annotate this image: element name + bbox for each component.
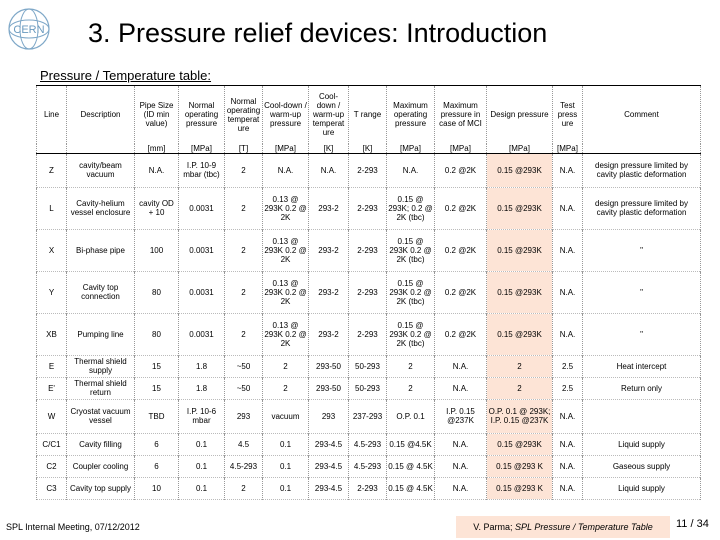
table-row	[37, 271, 701, 313]
table-cell: 293-2	[309, 229, 349, 271]
table-cell: 0.13 @ 293K 0.2 @ 2K	[263, 313, 309, 355]
table-cell: Cavity filling	[67, 433, 135, 455]
table-cell: Liquid supply	[583, 433, 701, 455]
table-cell: 293-4.5	[309, 433, 349, 455]
table-cell: 0.15 @293 K	[487, 455, 553, 477]
column-header: Pipe Size (ID min value)	[135, 86, 179, 144]
table-cell: 293	[309, 399, 349, 433]
table-cell: N.A.	[435, 377, 487, 399]
table-cell: 0.15 @4.5K	[387, 433, 435, 455]
table-cell: vacuum	[263, 399, 309, 433]
table-cell: 50-293	[349, 355, 387, 377]
table-body	[37, 153, 701, 499]
table-row	[37, 229, 701, 271]
table-cell: N.A.	[435, 455, 487, 477]
table-cell: design pressure limited by cavity plastic deformation	[583, 153, 701, 187]
table-cell: Coupler cooling	[67, 455, 135, 477]
table-cell: N.A.	[553, 433, 583, 455]
table-cell: Bi-phase pipe	[67, 229, 135, 271]
table-cell: Z	[37, 153, 67, 187]
pressure-temperature-table-container	[36, 85, 700, 518]
unit-label: [K]	[349, 144, 387, 154]
table-cell: 15	[135, 377, 179, 399]
table-row	[37, 399, 701, 433]
column-header: Comment	[583, 86, 701, 144]
table-cell: 0.15 @293K	[487, 187, 553, 229]
table-cell: O.P. 0.1 @ 293K; I.P. 0.15 @237K	[487, 399, 553, 433]
table-cell: 0.15 @ 4.5K	[387, 477, 435, 499]
column-header: Maximum operating pressure	[387, 86, 435, 144]
table-cell: 1.8	[179, 377, 225, 399]
table-cell: 0.1	[263, 455, 309, 477]
table-cell: 0.15 @293K	[487, 433, 553, 455]
table-cell: 0.1	[179, 455, 225, 477]
table-cell: 2	[225, 271, 263, 313]
column-header: Description	[67, 86, 135, 144]
page-number: 11 / 34	[676, 518, 709, 530]
table-cell: Thermal shield supply	[67, 355, 135, 377]
column-header: T range	[349, 86, 387, 144]
table-row	[37, 433, 701, 455]
table-cell: XB	[37, 313, 67, 355]
column-header: Design pressure	[487, 86, 553, 144]
table-cell: 293	[225, 399, 263, 433]
column-header: Line	[37, 86, 67, 144]
table-cell: X	[37, 229, 67, 271]
table-row	[37, 455, 701, 477]
table-cell: I.P. 0.15 @237K	[435, 399, 487, 433]
table-cell: 0.2 @2K	[435, 271, 487, 313]
table-cell: N.A.	[435, 433, 487, 455]
table-cell: 0.2 @2K	[435, 313, 487, 355]
table-cell: 0.15 @293K	[487, 271, 553, 313]
table-cell: 4.5-293	[349, 455, 387, 477]
table-cell: 10	[135, 477, 179, 499]
table-cell: Cryostat vacuum vessel	[67, 399, 135, 433]
table-cell: N.A.	[553, 187, 583, 229]
table-cell: N.A.	[553, 477, 583, 499]
unit-label	[37, 144, 67, 154]
table-cell: 6	[135, 455, 179, 477]
table-cell: 2	[225, 477, 263, 499]
table-cell: 0.0031	[179, 229, 225, 271]
table-cell: 4.5	[225, 433, 263, 455]
table-cell: N.A.	[553, 399, 583, 433]
cern-logo	[6, 6, 52, 52]
column-header: Cool-down / warm-up temperat ure	[309, 86, 349, 144]
unit-label: [MPa]	[553, 144, 583, 154]
table-cell: 0.0031	[179, 187, 225, 229]
table-cell: 2	[225, 313, 263, 355]
column-header: Normal operating temperat ure	[225, 86, 263, 144]
column-header: Maximum pressure in case of MCI	[435, 86, 487, 144]
table-cell: 2	[225, 229, 263, 271]
footer-author: V. Parma;	[473, 522, 515, 532]
table-cell: 0.13 @ 293K 0.2 @ 2K	[263, 271, 309, 313]
table-cell: 0.13 @ 293K 0.2 @ 2K	[263, 229, 309, 271]
table-cell: 2	[225, 153, 263, 187]
table-cell: N.A.	[553, 229, 583, 271]
table-cell: "	[583, 313, 701, 355]
table-cell: N.A.	[553, 455, 583, 477]
table-cell: 0.2 @2K	[435, 153, 487, 187]
table-row	[37, 477, 701, 499]
header-row	[37, 86, 701, 144]
table-cell: 293-50	[309, 377, 349, 399]
table-cell: Thermal shield return	[67, 377, 135, 399]
table-cell: 2	[387, 355, 435, 377]
table-cell: 0.15 @293K	[487, 229, 553, 271]
table-cell: 2-293	[349, 229, 387, 271]
table-cell: 2	[387, 377, 435, 399]
table-cell: 2	[487, 355, 553, 377]
table-cell: N.A.	[553, 271, 583, 313]
slide-title: 3. Pressure relief devices: Introduction	[88, 18, 548, 48]
footer-citation	[456, 516, 670, 538]
table-cell: 1.8	[179, 355, 225, 377]
logo-text: CERN	[13, 24, 45, 36]
table-cell: 0.1	[179, 477, 225, 499]
table-cell: 293-50	[309, 355, 349, 377]
table-cell: N.A.	[387, 153, 435, 187]
table-cell: N.A.	[435, 477, 487, 499]
table-cell: 2	[487, 377, 553, 399]
table-cell: "	[583, 229, 701, 271]
table-cell: 6	[135, 433, 179, 455]
table-cell: Cavity top supply	[67, 477, 135, 499]
table-cell: 2-293	[349, 477, 387, 499]
table-cell: 2-293	[349, 187, 387, 229]
table-cell: Pumping line	[67, 313, 135, 355]
table-cell: Return only	[583, 377, 701, 399]
table-cell: 0.13 @ 293K 0.2 @ 2K	[263, 187, 309, 229]
table-cell: Y	[37, 271, 67, 313]
table-cell: N.A.	[135, 153, 179, 187]
table-cell: 293-2	[309, 187, 349, 229]
table-cell: TBD	[135, 399, 179, 433]
table-cell: cavity/beam vacuum	[67, 153, 135, 187]
table-cell: C3	[37, 477, 67, 499]
table-cell: 2	[225, 187, 263, 229]
column-header: Cool-down / warm-up pressure	[263, 86, 309, 144]
table-row	[37, 153, 701, 187]
unit-label: [MPa]	[487, 144, 553, 154]
column-header: Test press ure	[553, 86, 583, 144]
table-cell: 0.2 @2K	[435, 187, 487, 229]
table-cell: 2-293	[349, 271, 387, 313]
table-row	[37, 313, 701, 355]
table-cell: "	[583, 271, 701, 313]
table-cell: 293-2	[309, 313, 349, 355]
table-cell: N.A.	[309, 153, 349, 187]
table-cell: 0.2 @2K	[435, 229, 487, 271]
table-cell: N.A.	[553, 313, 583, 355]
table-cell: 2	[263, 355, 309, 377]
table-cell: 0.15 @293K	[487, 153, 553, 187]
unit-label: [T]	[225, 144, 263, 154]
table-cell: 0.15 @293K	[487, 313, 553, 355]
table-cell: 15	[135, 355, 179, 377]
table-cell: cavity OD + 10	[135, 187, 179, 229]
unit-label: [MPa]	[263, 144, 309, 154]
table-cell: 2.5	[553, 355, 583, 377]
table-cell: 0.1	[263, 477, 309, 499]
unit-label: [K]	[309, 144, 349, 154]
table-cell: Liquid supply	[583, 477, 701, 499]
table-row	[37, 377, 701, 399]
table-cell: Cavity-helium vessel enclosure	[67, 187, 135, 229]
table-cell: 80	[135, 313, 179, 355]
table-cell: 0.15 @293 K	[487, 477, 553, 499]
table-cell: Cavity top connection	[67, 271, 135, 313]
table-row	[37, 355, 701, 377]
unit-label	[67, 144, 135, 154]
table-cell: 0.15 @ 293K; 0.2 @ 2K (tbc)	[387, 187, 435, 229]
table-cell: W	[37, 399, 67, 433]
table-cell: C2	[37, 455, 67, 477]
table-cell: 293-4.5	[309, 455, 349, 477]
unit-label	[583, 144, 701, 154]
table-cell: I.P. 10-6 mbar	[179, 399, 225, 433]
unit-label: [MPa]	[435, 144, 487, 154]
column-header: Normal operating pressure	[179, 86, 225, 144]
table-cell: L	[37, 187, 67, 229]
table-cell: E	[37, 355, 67, 377]
table-cell: 293-2	[309, 271, 349, 313]
table-cell: 0.15 @ 293K 0.2 @ 2K (tbc)	[387, 271, 435, 313]
table-cell: 0.0031	[179, 313, 225, 355]
table-cell: 4.5-293	[349, 433, 387, 455]
table-cell: 100	[135, 229, 179, 271]
table-cell: N.A.	[435, 355, 487, 377]
table-row	[37, 187, 701, 229]
unit-label: [MPa]	[179, 144, 225, 154]
table-cell: 50-293	[349, 377, 387, 399]
table-cell: 2-293	[349, 313, 387, 355]
table-cell: 0.1	[263, 433, 309, 455]
table-cell: 80	[135, 271, 179, 313]
table-cell: C/C1	[37, 433, 67, 455]
unit-label: [MPa]	[387, 144, 435, 154]
table-cell: 0.15 @ 293K 0.2 @ 2K (tbc)	[387, 229, 435, 271]
table-cell: 237-293	[349, 399, 387, 433]
table-cell: N.A.	[263, 153, 309, 187]
table-cell: 4.5-293	[225, 455, 263, 477]
table-cell: design pressure limited by cavity plastic deformation	[583, 187, 701, 229]
pressure-temperature-table	[36, 85, 701, 500]
table-cell: 0.1	[179, 433, 225, 455]
table-cell: 0.15 @ 293K 0.2 @ 2K (tbc)	[387, 313, 435, 355]
table-cell: E'	[37, 377, 67, 399]
table-cell: 2.5	[553, 377, 583, 399]
table-cell: Gaseous supply	[583, 455, 701, 477]
table-cell: I.P. 10-9 mbar (tbc)	[179, 153, 225, 187]
table-cell: 293-4.5	[309, 477, 349, 499]
footer-meeting: SPL Internal Meeting, 07/12/2012	[6, 522, 140, 532]
table-cell: 2	[263, 377, 309, 399]
table-cell: N.A.	[553, 153, 583, 187]
table-cell: ~50	[225, 355, 263, 377]
units-row	[37, 144, 701, 154]
unit-label: [mm]	[135, 144, 179, 154]
table-cell: 0.15 @ 4.5K	[387, 455, 435, 477]
footer-doc-title: SPL Pressure / Temperature Table	[514, 522, 653, 532]
table-cell: Heat intercept	[583, 355, 701, 377]
table-cell	[583, 399, 701, 433]
table-cell: ~50	[225, 377, 263, 399]
table-cell: 0.0031	[179, 271, 225, 313]
table-cell: O.P. 0.1	[387, 399, 435, 433]
table-subtitle: Pressure / Temperature table:	[40, 68, 212, 83]
table-cell: 2-293	[349, 153, 387, 187]
